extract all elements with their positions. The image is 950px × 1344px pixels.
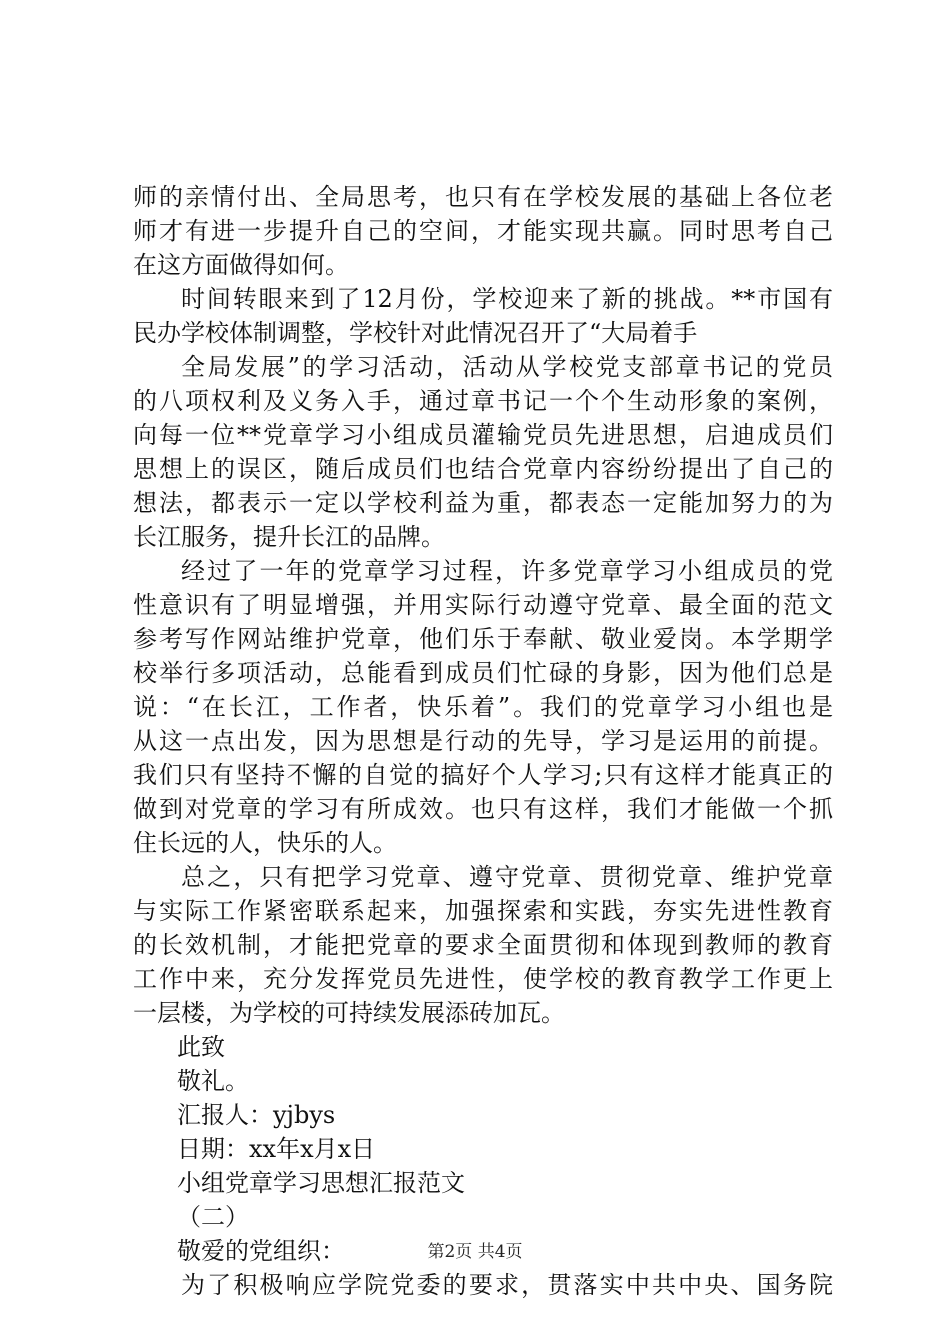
paragraph-start: 总之，只有把学习党章、遵守党章、贯彻党章、维护党章 xyxy=(181,863,833,891)
paragraph-start: 经过了一年的党章学习过程，许多党章学习小组成员的党 xyxy=(181,557,833,585)
salutation-line: 敬礼。 xyxy=(177,1067,249,1095)
text-line: 在这方面做得如何。 xyxy=(133,251,349,279)
text-line: 工作中来，充分发挥党员先进性，使学校的教育教学工作更上 xyxy=(133,965,833,993)
text-line: 师才有进一步提升自己的空间，才能实现共赢。同时思考自己 xyxy=(133,217,833,245)
greeting-line: 敬爱的党组织： xyxy=(177,1237,345,1265)
text-line: 的八项权利及义务入手，通过章书记一个个生动形象的案例， xyxy=(133,387,833,415)
paragraph-start: 全局发展”的学习活动，活动从学校党支部章书记的党员 xyxy=(181,353,833,381)
text-line: 参考写作网站维护党章，他们乐于奉献、敬业爱岗。本学期学 xyxy=(133,625,833,653)
closing-line: 此致 xyxy=(177,1033,225,1061)
reporter-line: 汇报人：yjbys xyxy=(177,1101,336,1129)
text-line: 思想上的误区，随后成员们也结合党章内容纷纷提出了自己的 xyxy=(133,455,833,483)
page-footer: 第2页 共4页 xyxy=(427,1242,523,1262)
text-line: 校举行多项活动，总能看到成员们忙碌的身影，因为他们总是 xyxy=(133,659,833,687)
text-line: 与实际工作紧密联系起来，加强探索和实践，夯实先进性教育 xyxy=(133,897,833,925)
text-line: 住长远的人，快乐的人。 xyxy=(133,829,397,857)
paragraph-start: 为了积极响应学院党委的要求，贯落实中共中央、国务院 xyxy=(181,1271,833,1299)
text-line: 从这一点出发，因为思想是行动的先导，学习是运用的前提。 xyxy=(133,727,833,755)
paragraph-start: 时间转眼来到了12月份，学校迎来了新的挑战。**市国有 xyxy=(181,285,833,313)
text-line: 我们只有坚持不懈的自觉的搞好个人学习;只有这样才能真正的 xyxy=(133,761,833,789)
text-line: 性意识有了明显增强，并用实际行动遵守党章、最全面的范文 xyxy=(133,591,833,619)
text-line: 想法，都表示一定以学校利益为重，都表态一定能加努力的为 xyxy=(133,489,833,517)
text-line: 民办学校体制调整，学校针对此情况召开了“大局着手 xyxy=(133,319,698,347)
text-line: 师的亲情付出、全局思考，也只有在学校发展的基础上各位老 xyxy=(133,183,833,211)
text-line: 长江服务，提升长江的品牌。 xyxy=(133,523,445,551)
text-line: 说：“在长江，工作者，快乐着”。我们的党章学习小组也是 xyxy=(133,693,833,721)
text-line: 一层楼，为学校的可持续发展添砖加瓦。 xyxy=(133,999,565,1027)
section-title: 小组党章学习思想汇报范文 xyxy=(177,1169,465,1197)
section-number: （二） xyxy=(177,1203,249,1231)
text-line: 向每一位**党章学习小组成员灌输党员先进思想，启迪成员们 xyxy=(133,421,833,449)
text-line: 做到对党章的学习有所成效。也只有这样，我们才能做一个抓 xyxy=(133,795,833,823)
text-line: 的长效机制，才能把党章的要求全面贯彻和体现到教师的教育 xyxy=(133,931,833,959)
date-line: 日期：xx年x月x日 xyxy=(177,1135,376,1163)
